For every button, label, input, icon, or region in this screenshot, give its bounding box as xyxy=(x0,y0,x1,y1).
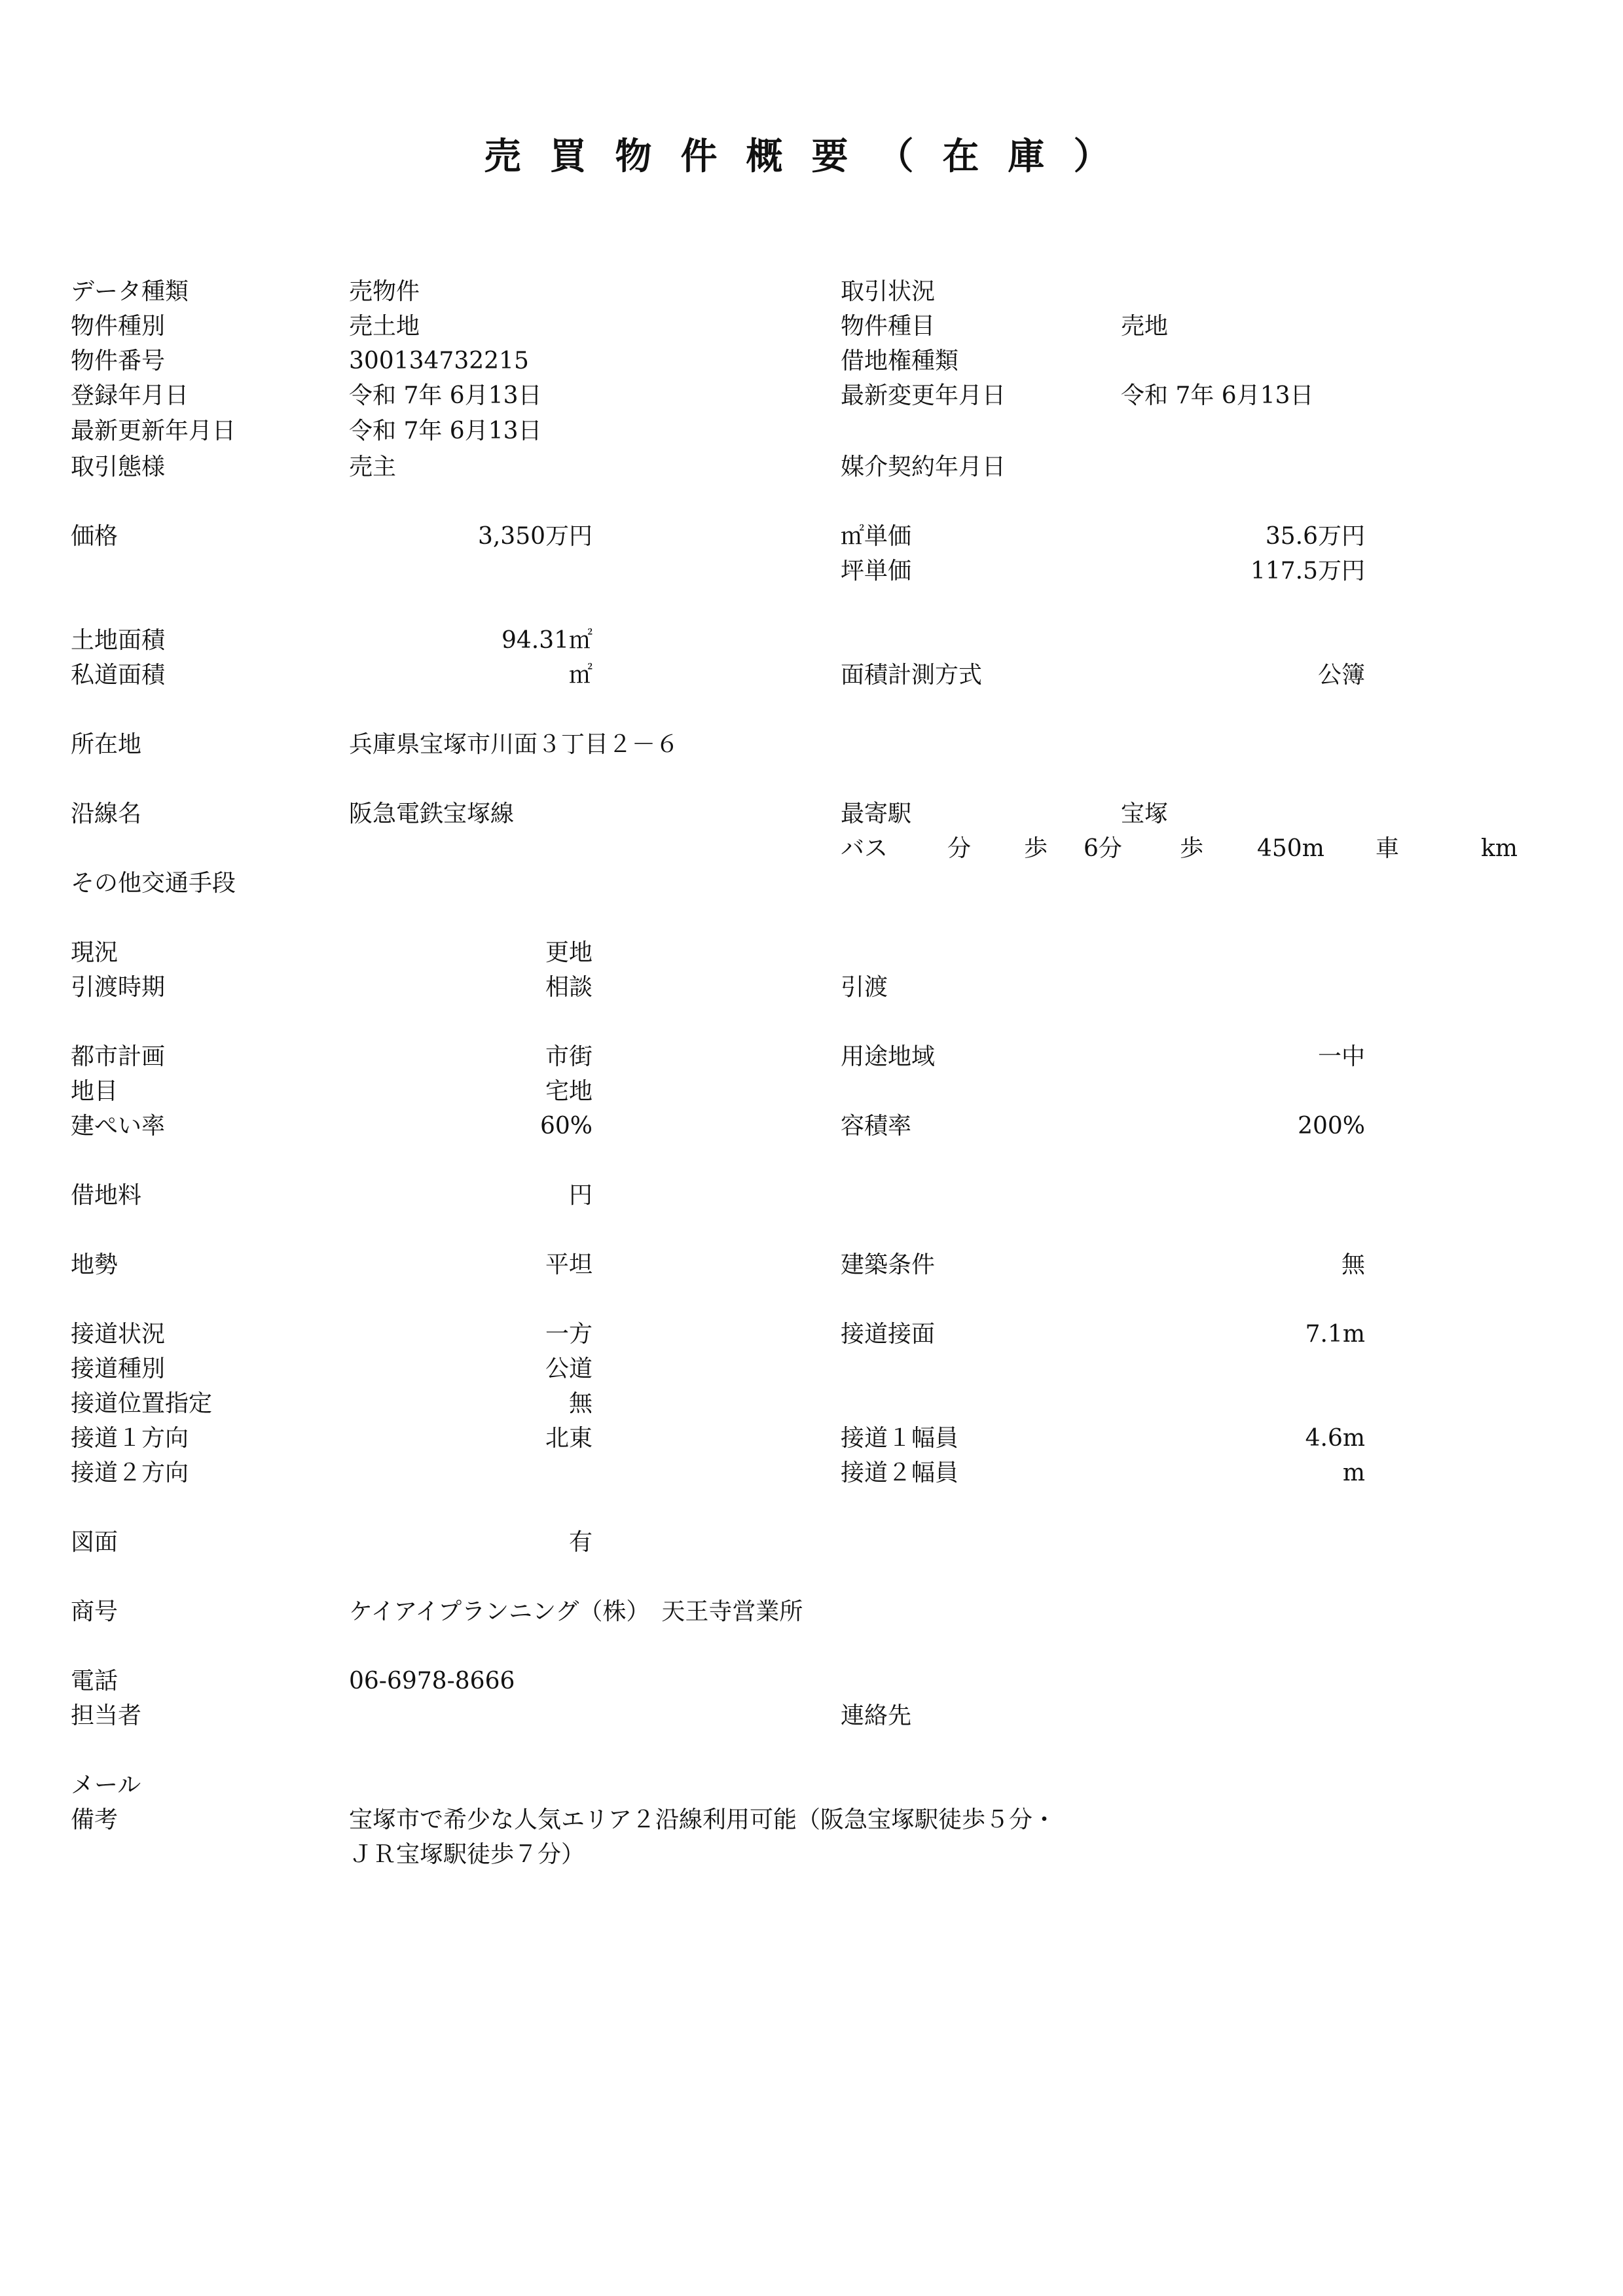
road1-direction-value: 北東 xyxy=(545,1425,593,1452)
handover-label: 引渡 xyxy=(841,974,888,1001)
terrain-value: 平坦 xyxy=(545,1251,593,1278)
tsubo-unit-price-value: 117.5万円 xyxy=(1250,558,1365,584)
road-status-label: 接道状況 xyxy=(71,1321,166,1348)
nearest-station-label: 最寄駅 xyxy=(841,800,912,827)
floor-area-ratio-label: 容積率 xyxy=(841,1113,912,1139)
floor-area-ratio-value: 200% xyxy=(1298,1113,1365,1139)
private-road-area-label: 私道面積 xyxy=(71,662,166,689)
registered-date-value: 令和 7年 6月13日 xyxy=(349,382,542,409)
walk-label: 歩 xyxy=(1024,835,1048,862)
phone-label: 電話 xyxy=(71,1668,119,1695)
property-item-label: 物件種目 xyxy=(841,313,936,340)
data-type-label: データ種類 xyxy=(71,278,189,305)
sqm-unit-price-label: ㎡単価 xyxy=(841,523,912,550)
property-number-label: 物件番号 xyxy=(71,348,166,374)
road1-width-value: 4.6m xyxy=(1305,1425,1365,1452)
drawing-value: 有 xyxy=(568,1529,593,1556)
land-category-value: 宅地 xyxy=(545,1078,593,1105)
tsubo-unit-price-label: 坪単価 xyxy=(841,558,912,584)
line-name-value: 阪急電鉄宝塚線 xyxy=(349,800,515,827)
remarks-line-2: ＪＲ宝塚駅徒歩７分） xyxy=(349,1841,585,1868)
property-number-value: 300134732215 xyxy=(349,348,529,374)
road-frontage-value: 7.1m xyxy=(1305,1321,1365,1348)
latest-change-date-value: 令和 7年 6月13日 xyxy=(1121,382,1314,409)
land-area-label: 土地面積 xyxy=(71,627,166,654)
walk-distance-label: 歩 xyxy=(1180,835,1204,862)
car-label: 車 xyxy=(1376,835,1400,862)
road1-direction-label: 接道１方向 xyxy=(71,1425,189,1452)
company-value: ケイアイプランニング（株） 天王寺営業所 xyxy=(349,1598,803,1625)
road-type-label: 接道種別 xyxy=(71,1355,166,1382)
current-status-label: 現況 xyxy=(71,939,119,966)
page-title: 売買物件概要（在庫） xyxy=(484,135,1139,178)
land-area-value: 94.31㎡ xyxy=(501,627,593,654)
handover-timing-label: 引渡時期 xyxy=(71,974,166,1001)
location-label: 所在地 xyxy=(71,731,142,758)
bus-minutes-unit: 分 xyxy=(947,835,972,862)
drawing-label: 図面 xyxy=(71,1529,119,1556)
walk-distance: 450m xyxy=(1257,835,1324,862)
email-label: メール xyxy=(71,1772,141,1799)
brokerage-date-label: 媒介契約年月日 xyxy=(841,454,1006,480)
walk-minutes: 6分 xyxy=(1084,835,1122,862)
company-label: 商号 xyxy=(71,1598,119,1625)
car-distance-unit: km xyxy=(1481,835,1518,862)
building-coverage-value: 60% xyxy=(539,1113,593,1139)
data-type-value: 売物件 xyxy=(349,278,420,305)
price-label: 価格 xyxy=(71,523,119,550)
remarks-line-1: 宝塚市で希少な人気エリア２沿線利用可能（阪急宝塚駅徒歩５分・ xyxy=(349,1806,1057,1833)
current-status-value: 更地 xyxy=(545,939,593,966)
leasehold-type-label: 借地権種類 xyxy=(841,348,959,374)
trade-status-label: 取引状況 xyxy=(841,278,936,305)
person-in-charge-label: 担当者 xyxy=(71,1702,142,1729)
latest-update-date-value: 令和 7年 6月13日 xyxy=(349,418,542,444)
road-designation-label: 接道位置指定 xyxy=(71,1390,213,1417)
road-designation-value: 無 xyxy=(568,1390,593,1417)
land-rent-label: 借地料 xyxy=(71,1182,142,1209)
contact-label: 連絡先 xyxy=(841,1702,912,1729)
phone-value: 06-6978-8666 xyxy=(349,1668,515,1695)
road2-width-label: 接道２幅員 xyxy=(841,1460,959,1486)
registered-date-label: 登録年月日 xyxy=(71,382,189,409)
terrain-label: 地勢 xyxy=(71,1251,119,1278)
building-coverage-label: 建ぺい率 xyxy=(71,1113,166,1139)
price-value: 3,350万円 xyxy=(477,523,593,550)
property-kind-value: 売土地 xyxy=(349,313,420,340)
trade-mode-label: 取引態様 xyxy=(71,454,166,480)
building-condition-value: 無 xyxy=(1341,1251,1365,1278)
road-status-value: 一方 xyxy=(545,1321,593,1348)
city-planning-value: 市街 xyxy=(545,1043,593,1070)
road2-width-value: m xyxy=(1342,1460,1365,1486)
location-value: 兵庫県宝塚市川面３丁目２－６ xyxy=(349,731,680,758)
line-name-label: 沿線名 xyxy=(71,800,142,827)
area-measure-method-value: 公簿 xyxy=(1317,662,1365,689)
bus-label: バス xyxy=(841,835,888,862)
latest-change-date-label: 最新変更年月日 xyxy=(841,382,1006,409)
land-category-label: 地目 xyxy=(71,1078,119,1105)
property-item-value: 売地 xyxy=(1121,313,1169,340)
building-condition-label: 建築条件 xyxy=(841,1251,936,1278)
other-transport-label: その他交通手段 xyxy=(71,870,236,897)
area-measure-method-label: 面積計測方式 xyxy=(841,662,983,689)
use-district-label: 用途地域 xyxy=(841,1043,936,1070)
city-planning-label: 都市計画 xyxy=(71,1043,166,1070)
road1-width-label: 接道１幅員 xyxy=(841,1425,959,1452)
remarks-label: 備考 xyxy=(71,1806,119,1833)
property-kind-label: 物件種別 xyxy=(71,313,166,340)
trade-mode-value: 売主 xyxy=(349,454,397,480)
road2-direction-label: 接道２方向 xyxy=(71,1460,189,1486)
sqm-unit-price-value: 35.6万円 xyxy=(1265,523,1365,550)
use-district-value: 一中 xyxy=(1317,1043,1365,1070)
private-road-area-value: ㎡ xyxy=(568,662,593,689)
nearest-station-value: 宝塚 xyxy=(1121,800,1169,827)
latest-update-date-label: 最新更新年月日 xyxy=(71,418,236,444)
road-frontage-label: 接道接面 xyxy=(841,1321,936,1348)
land-rent-value: 円 xyxy=(568,1182,593,1209)
road-type-value: 公道 xyxy=(545,1355,593,1382)
handover-timing-value: 相談 xyxy=(545,974,593,1001)
